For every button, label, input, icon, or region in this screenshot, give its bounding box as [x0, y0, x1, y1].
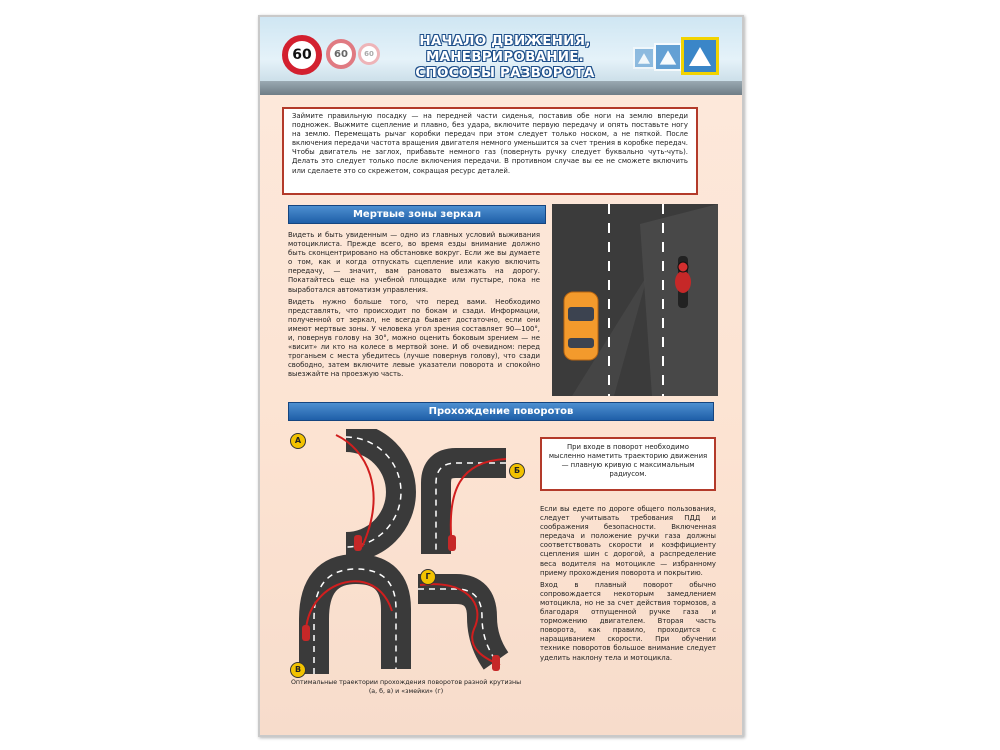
diagram-label-v: В [290, 662, 306, 678]
trajectory-note-box [540, 437, 716, 491]
intro-box [282, 107, 698, 195]
title-line-3: СПОСОБЫ РАЗВОРОТА [415, 65, 595, 81]
blind-spot-illustration [552, 204, 718, 396]
pedestrian-crossing-sign-icon [654, 43, 682, 71]
car-icon [564, 292, 598, 360]
title-line-2: МАНЕВРИРОВАНИЕ. [426, 49, 584, 65]
diagram-label-g: Г [420, 569, 436, 585]
speed-limit-sign-icon: 60 [282, 35, 322, 75]
turns-diagram-caption: Оптимальные траектории прохождения поворотов разной крутизны (а, б, в) и «змейки» (г) [290, 679, 522, 695]
section-heading-mirrors: Мертвые зоны зеркал [288, 205, 546, 224]
title-line-1: НАЧАЛО ДВИЖЕНИЯ, [419, 33, 591, 49]
speed-limit-sign-faded-icon: 60 [326, 39, 356, 69]
poster-title [380, 33, 630, 81]
mirrors-paragraph-1: Видеть и быть увиденным — одно из главных условий выживания мотоциклиста. Прежде всего, во время езды внимание должно быть сконцентрировано на обстановке вокруг. Если же вы думаете о том, как и когда отпускать сцепление или какую включить передачу, — значит, вам рановато выезжать на дорогу. Покатайтесь еще на учебной площадке или пустыре, пока не выработался автоматизм управления. [288, 231, 540, 294]
intro-text: Займите правильную посадку — на передней части сиденья, поставив обе ноги на землю впереди подножек. Выжмите сцепление и плавно, без удара, включите первую передачу и опять поставьте ногу на землю. Перемещать рычаг коробки передач при этом следует только носком, а не пяткой. После включения передачи частота вращения двигателя немного уменьшится за счет трения в коробке передач. Чтобы двигатель не заглох, прибавьте немного газ (повернуть ручку следует буквально чуть-чуть). Делать это следует только после включения передачи. В противном случае вы ее не сможете включить или сделаете это со скрежетом, сокращая ресурс деталей. [292, 112, 688, 175]
header-banner [260, 17, 742, 95]
turns-text-block [540, 505, 716, 663]
turn-trajectories-illustration [286, 429, 526, 679]
pedestrian-crossing-sign-icon [633, 47, 655, 69]
poster [258, 15, 744, 737]
turns-paragraph-2: Вход в плавный поворот обычно сопровождается некоторым замедлением мотоцикла, но не за счет действия тормозов, а благодаря отпущенной ручке газа и торможению двигателем. Вторая часть поворота, как правило, проходится с наращиванием скорости. При обучении технике поворотов большое внимание следует уделить наклону тела и мотоцикла. [540, 580, 716, 662]
turns-paragraph-1: Если вы едете по дороге общего пользования, следует учитывать требования ПДД и соображения безопасности. Включенная передача и положение ручки газа должны соответствовать скорости и коэффициенту сцепления шин с дорогой, а распределение веса водителя на мотоцикле — избранному приему прохождения поворота и покрытию. [540, 505, 716, 577]
header-road-strip [260, 81, 742, 95]
mirrors-text-block [288, 231, 540, 380]
speed-limit-sign-faded-icon: 60 [358, 43, 380, 65]
mirrors-paragraph-2: Видеть нужно больше того, что перед вами. Необходимо представлять, что происходит по бокам и сзади. Информации, полученной от зеркал, не всегда бывает достаточно, если они имеют мертвые зоны. У человека угол зрения составляет 90—100°, и, повернув голову на 30°, можно оценить боковым зрением — не «висит» ли кто на колесе в мертвой зоне. И об очевидном: перед троганьем с места убедитесь (лучше повернув голову), что сзади свободно, затем включите левые указатели поворота и спокойно выезжайте на проезжую часть. [288, 297, 540, 379]
diagram-label-a: А [290, 433, 306, 449]
trajectory-note-text: При входе в поворот необходимо мысленно наметить траекторию движения — плавную кривую с максимальным радиусом. [548, 443, 708, 479]
section-heading-turns: Прохождение поворотов [288, 402, 714, 421]
pedestrian-crossing-sign-icon [681, 37, 719, 75]
diagram-label-b: Б [509, 463, 525, 479]
